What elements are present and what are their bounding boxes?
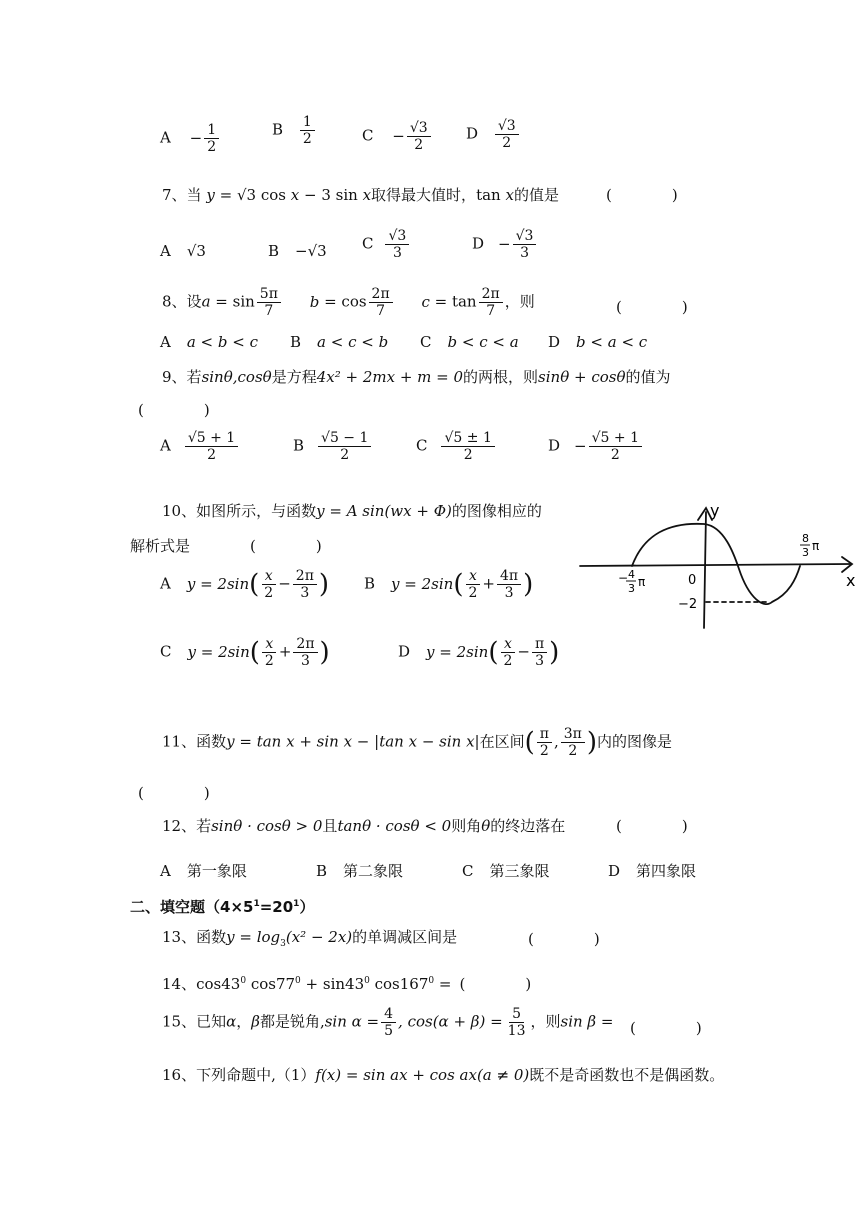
q10-option-c: C y = 2sin( $\frac{x}{2}$ + $\frac{2\pi}{3}$ ): [160, 636, 330, 670]
q6-option-d-letter: D: [466, 124, 479, 143]
q10-option-a: A y = 2sin( $\frac{x}{2}$ − $\frac{2\pi}{3}$ ): [160, 568, 330, 602]
q6-option-b-frac: $\frac{1}{2}$: [300, 114, 315, 147]
q8-stem: 8、设a = sin $\frac{5\pi}{7}$ b = cos $\frac{2\pi}{7}$ c = tan $\frac{2\pi}{7}$ ，则: [162, 286, 535, 320]
q12-option-a: A 第一象限: [160, 862, 247, 880]
q7-option-b: B −√3: [268, 242, 327, 260]
q11-answer-paren: ( ): [138, 784, 210, 802]
q6-option-a-sign: −: [189, 128, 203, 147]
q12-answer-paren: ( ): [616, 817, 688, 835]
q6-option-a-frac: $\frac{1}{2}$: [204, 122, 219, 155]
q6-options: [160, 122, 221, 155]
q9-option-d: D − $\frac{√5 + 1}{2}$: [548, 430, 644, 463]
min-value-label: −2: [678, 597, 698, 612]
x-axis-label: x: [846, 571, 856, 590]
q10-graph: [574, 494, 860, 638]
section-2-heading: 二、填空题$(4\times 5^1=20^1)$: [130, 898, 315, 916]
q6-option-d: [466, 118, 521, 151]
q15-answer-paren: ( ): [630, 1019, 702, 1037]
x-axis-line: [580, 564, 850, 566]
left-root-neg: −: [618, 571, 629, 585]
q16-stem: 16、下列命题中,（1）f(x) = sin ax + cos ax(a ≠ 0)既不是奇函数也不是偶函数。: [162, 1066, 725, 1084]
q12-option-c: C 第三象限: [462, 862, 550, 880]
q8-option-d: D b < a < c: [548, 333, 648, 351]
q6-option-c: [362, 120, 433, 153]
q6-option-c-frac: $\frac{√3}{2}$: [407, 120, 431, 153]
q10-stem-line2: 解析式是 ( ): [130, 537, 322, 555]
q6-option-c-sign: −: [392, 126, 405, 145]
left-root-den: 3: [628, 582, 635, 595]
q7-option-d: D − $\frac{√3}{3}$: [472, 228, 538, 261]
right-root-pi: π: [812, 539, 820, 553]
q6-option-b: [272, 114, 317, 147]
q9-option-a: A $\frac{√5 + 1}{2}$: [160, 430, 240, 463]
q7-stem: 7、当 y = √3 cos x − 3 sin x取得最大值时，tan x的值是: [162, 186, 559, 204]
q13-answer-paren: ( ): [528, 930, 600, 948]
q8-option-b: B a < c < b: [290, 333, 389, 351]
q6-option-d-frac: $\frac{√3}{2}$: [495, 118, 519, 151]
q10-option-b: B y = 2sin( $\frac{x}{2}$ + $\frac{4\pi}{3}$ ): [364, 568, 534, 602]
q7-option-a: A √3: [160, 242, 206, 260]
q8-answer-paren: ( ): [616, 298, 688, 316]
q7-answer-paren: ( ): [606, 186, 678, 204]
q9-stem: 9、若sinθ,cosθ是方程4x² + 2mx + m = 0的两根，则sinθ + cosθ的值为: [162, 368, 671, 386]
q7-option-c: C $\frac{√3}{3}$: [362, 228, 411, 261]
right-root-num: 8: [802, 532, 809, 545]
q8-option-a: A a < b < c: [160, 333, 258, 351]
q6-option-a-letter: A: [160, 128, 171, 147]
left-root-num: 4: [628, 568, 635, 581]
y-axis-label: y: [710, 501, 720, 520]
q10-stem: 10、如图所示，与函数y = A sin(wx + Φ)的图像相应的: [162, 502, 542, 520]
q6-option-b-letter: B: [272, 120, 284, 139]
q13-stem: 13、函数$y = \log_3(x^2 - 2x)$的单调减区间是: [162, 928, 458, 949]
q6-option-c-letter: C: [362, 126, 374, 145]
right-root-den: 3: [802, 546, 809, 559]
y-axis-line: [704, 512, 706, 628]
q9-option-c: C $\frac{√5 \pm 1}{2}$: [416, 430, 497, 463]
q10-option-d: D y = 2sin( $\frac{x}{2}$ − $\frac{\pi}{3}$ ): [398, 636, 560, 670]
q12-stem: 12、若sinθ · cosθ > 0且tanθ · cosθ < 0则角θ的终边落在: [162, 817, 566, 835]
q15-stem: 15、已知α，β都是锐角,sin α = $\frac{4}{5}$ , cos(α + β) = $\frac{5}{13}$ ，则sin β =: [162, 1006, 614, 1040]
q11-stem: 11、函数y = tan x + sin x − |tan x − sin x|在区间( $\frac{\pi}{2}$ , $\frac{3\pi}{2}$ )内的图像是: [162, 726, 673, 760]
q8-option-c: C b < c < a: [420, 333, 519, 351]
left-root-pi: π: [638, 575, 646, 589]
origin-label: 0: [688, 573, 697, 588]
q9-answer-paren: ( ): [138, 401, 210, 419]
q14-stem: 14、$\cos 43^0$ $\cos 77^0 + \sin 43^0$ $\cos 167^0$ = ( ): [162, 975, 532, 993]
q9-option-b: B $\frac{√5 - 1}{2}$: [293, 430, 373, 463]
q12-option-d: D 第四象限: [608, 862, 697, 880]
q12-option-b: B 第二象限: [316, 862, 404, 880]
